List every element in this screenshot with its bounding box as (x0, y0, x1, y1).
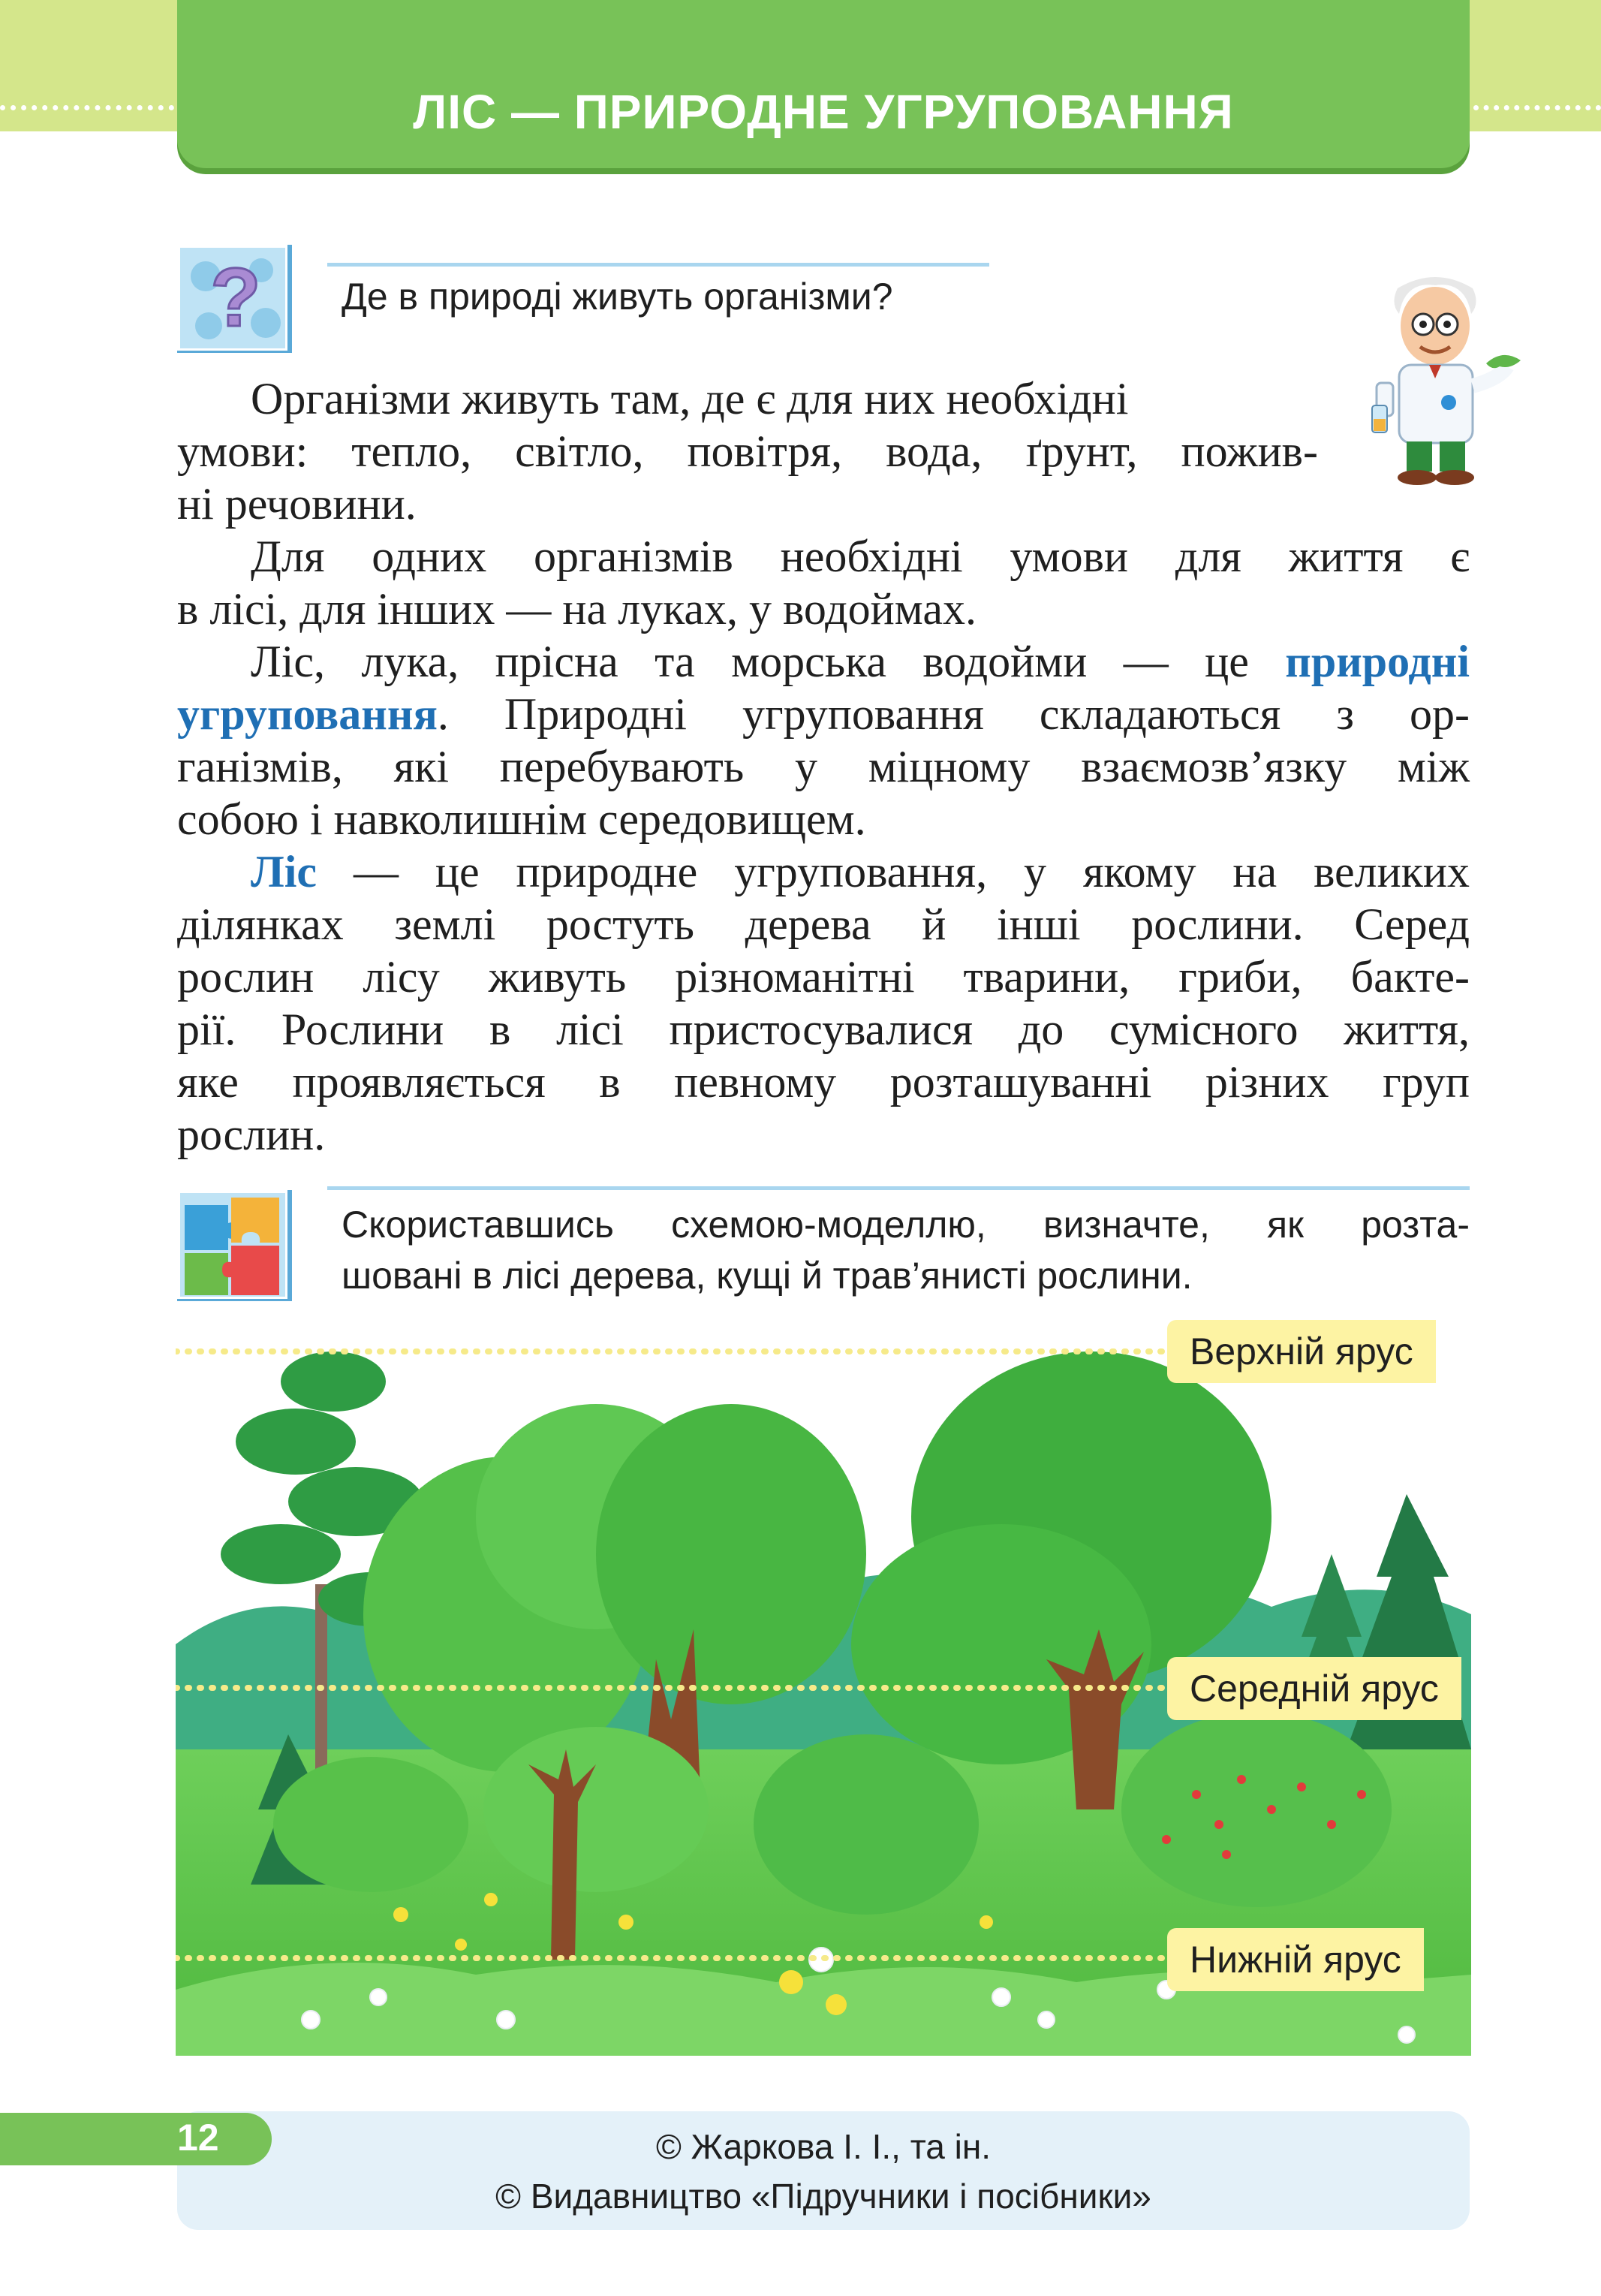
p3-line-1 (177, 635, 1470, 688)
p4-line-6: рослин. (177, 1110, 326, 1159)
p4-line-2: ділянках землі ростуть дерева й інші рослини. Серед (177, 899, 1470, 949)
term-natural: природні (1285, 637, 1470, 686)
p4-line-3: рослин лісу живуть різноманітні тварини, гриби, бакте- (177, 952, 1470, 1002)
page-title: ЛІС — ПРИРОДНЕ УГРУПОВАННЯ (413, 85, 1234, 139)
puzzle-icon (177, 1190, 296, 1301)
copyright-authors: © Жаркова І. І., та ін. (655, 2127, 992, 2166)
question-text: Де в природі живуть організми? (342, 276, 893, 318)
p3-line-3: ганізмів, які перебувають у міцному взаємозв’язку між (177, 742, 1470, 791)
question-icon (177, 245, 296, 353)
tier-label-top: Верхній ярус (1167, 1320, 1436, 1383)
p4-line-1 (177, 845, 1470, 898)
task-text (342, 1199, 1470, 1301)
p3-line-2 (177, 688, 1470, 740)
p1-line-1: Організми живуть там, де є для них необхідні (251, 374, 1129, 423)
header-dots-right (1473, 105, 1601, 110)
task-rule (327, 1186, 1470, 1190)
term-communities: угруповання (177, 689, 438, 739)
task-line-2: шовані в лісі дерева, кущі й трав’янисті рослини. (342, 1255, 1193, 1297)
p4-line-4: рії. Рослини в лісі пристосувалися до сумісного життя, (177, 1005, 1470, 1054)
p3-line-1-text: Ліс, лука, прісна та морська водойми — це (251, 637, 1286, 686)
page-number: 12 (177, 2117, 219, 2159)
tier-label-middle: Середній ярус (1167, 1657, 1461, 1720)
p2-line-1: Для одних організмів необхідні умови для життя є (251, 532, 1470, 581)
p4-line-5: яке проявляється в певному розташуванні різних груп (177, 1057, 1470, 1107)
term-forest: Ліс (251, 847, 317, 896)
tier-label-bottom: Нижній ярус (1167, 1928, 1424, 1991)
header-dots-left (0, 105, 174, 110)
paragraph-1 (177, 372, 1470, 530)
question-rule (327, 263, 989, 267)
paragraph-4 (177, 845, 1470, 1161)
p3-line-4: собою і навколишнім середовищем. (177, 794, 866, 844)
p4-line-1-text: — це природне угруповання, у якому на великих (317, 847, 1470, 896)
p3-line-2-text: . Природні угруповання складаються з ор- (437, 689, 1470, 739)
paragraph-3 (177, 635, 1470, 845)
p1-line-3: ні речовини. (177, 479, 417, 529)
task-line-1: Скориставшись схемою-моделлю, визначте, як розта- (342, 1204, 1470, 1246)
copyright-publisher: © Видавництво «Підручники і посібники» (495, 2177, 1151, 2216)
p2-line-2: в лісі, для інших — на луках, у водоймах. (177, 584, 977, 634)
p1-line-2: умови: тепло, світло, повітря, вода, ґрунт, пожив- (177, 426, 1318, 476)
svg-text:?: ? (210, 252, 261, 344)
paragraph-2 (177, 530, 1470, 635)
